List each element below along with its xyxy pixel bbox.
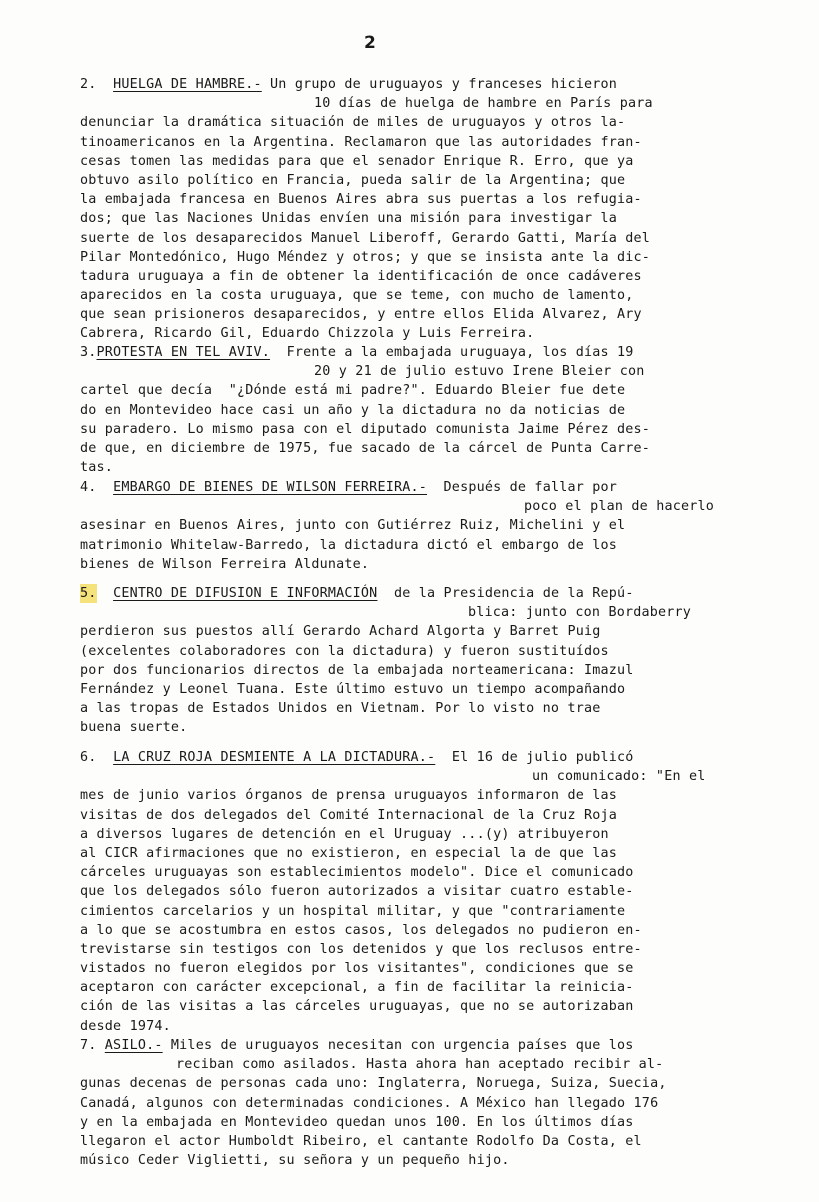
item-information-center bbox=[80, 584, 760, 738]
item-line: al CICR afirmaciones que no existieron, en especial la de que las bbox=[80, 845, 618, 861]
item-line: y en la embajada en Montevideo quedan unos 100. En los últimos días bbox=[80, 1114, 634, 1130]
item-line: Frente a la embajada uruguaya, los días 19 bbox=[286, 345, 634, 360]
item-number: 2. bbox=[80, 77, 97, 92]
item-line: un comunicado: "En el bbox=[532, 769, 706, 785]
item-line: blica: junto con Bordaberry bbox=[468, 605, 692, 621]
item-line: denunciar la dramática situación de miles de uruguayos y otros la- bbox=[80, 115, 626, 131]
item-line: Canadá, algunos con determinadas condiciones. A México han llegado 176 bbox=[80, 1095, 659, 1111]
item-line: tadura uruguaya a fin de obtener la identificación de once cadáveres bbox=[80, 268, 642, 284]
item-line: a diversos lugares de detención en el Uruguay ...(y) atribuyeron bbox=[80, 826, 609, 842]
item-title: LA CRUZ ROJA DESMIENTE A LA DICTADURA.- bbox=[113, 750, 436, 765]
item-line: suerte de los desaparecidos Manuel Liberoff, Gerardo Gatti, María del bbox=[80, 230, 651, 246]
item-line: cesas tomen las medidas para que el senador Enrique R. Erro, que ya bbox=[80, 153, 634, 169]
item-line: de que, en diciembre de 1975, fue sacado de la cárcel de Punta Carre- bbox=[80, 440, 651, 456]
item-line: a las tropas de Estados Unidos en Vietnam. Por lo visto no trae bbox=[80, 701, 601, 717]
item-line: 10 días de huelga de hambre en París para bbox=[314, 96, 653, 112]
item-line: ción de las visitas a las cárceles uruguayas, que no se autorizaban bbox=[80, 999, 634, 1015]
item-line: do en Montevideo hace casi un año y la dictadura no da noticias de bbox=[80, 402, 626, 418]
item-line: 20 y 21 de julio estuvo Irene Bleier con bbox=[314, 364, 645, 380]
item-line: cárceles uruguayas son establecimientos modelo". Dice el comunicado bbox=[80, 865, 634, 881]
item-line: vistados no fueron elegidos por los visitantes", condiciones que se bbox=[80, 961, 634, 977]
item-wilson-ferreira-embargo bbox=[80, 478, 760, 574]
item-line: de la Presidencia de la Repú- bbox=[393, 586, 634, 601]
item-line: cimientos carcelarios y un hospital militar, y que "contrariamente bbox=[80, 903, 626, 919]
page-number: 2 bbox=[364, 33, 377, 53]
item-line: Un grupo de uruguayos y franceses hicieron bbox=[270, 77, 618, 92]
item-line: músico Ceder Viglietti, su señora y un pequeño hijo. bbox=[80, 1153, 510, 1169]
item-line: (excelentes colaboradores con la dictadura) y fueron sustituídos bbox=[80, 643, 609, 659]
item-line: llegaron el actor Humboldt Ribeiro, el cantante Rodolfo Da Costa, el bbox=[80, 1133, 642, 1149]
item-line: visitas de dos delegados del Comité Internacional de la Cruz Roja bbox=[80, 807, 618, 823]
item-title: PROTESTA EN TEL AVIV. bbox=[96, 345, 271, 360]
item-asylum bbox=[80, 1036, 760, 1170]
item-line: Miles de uruguayos necesitan con urgencia países que los bbox=[170, 1038, 634, 1053]
item-line: a lo que se acostumbra en estos casos, los delegados no pudieron en- bbox=[80, 922, 642, 938]
item-line: tinoamericanos en la Argentina. Reclamaron que las autoridades fran- bbox=[80, 134, 642, 150]
item-line: su paradero. Lo mismo pasa con el diputado comunista Jaime Pérez des- bbox=[80, 421, 651, 437]
item-line: la embajada francesa en Buenos Aires abra sus puertas a los refugia- bbox=[80, 192, 642, 208]
item-title: ASILO.- bbox=[104, 1038, 163, 1053]
item-line: asesinar en Buenos Aires, junto con Gutiérrez Ruiz, Michelini y el bbox=[80, 518, 626, 534]
item-line: perdieron sus puestos allí Gerardo Achard Algorta y Barret Puig bbox=[80, 624, 601, 640]
item-line: dos; que las Naciones Unidas envíen una misión para investigar la bbox=[80, 211, 618, 227]
item-line: obtuvo asilo político en Francia, pueda salir de la Argentina; que bbox=[80, 172, 626, 188]
item-line: matrimonio Whitelaw-Barredo, la dictadura dictó el embargo de los bbox=[80, 537, 618, 553]
item-line: poco el plan de hacerlo bbox=[524, 499, 715, 515]
item-number: 7. bbox=[80, 1038, 97, 1053]
item-line: tas. bbox=[80, 460, 114, 476]
item-number: 3. bbox=[80, 345, 97, 360]
item-line: El 16 de julio publicó bbox=[451, 750, 634, 765]
item-red-cross bbox=[80, 748, 760, 1036]
item-line: desde 1974. bbox=[80, 1018, 171, 1034]
item-title: CENTRO DE DIFUSION E INFORMACIÓN bbox=[113, 586, 378, 601]
item-line: Fernández y Leonel Tuana. Este último estuvo un tiempo acompañando bbox=[80, 681, 626, 697]
item-line: que sean prisioneros desaparecidos, y entre ellos Elida Alvarez, Ary bbox=[80, 307, 642, 323]
item-line: Pilar Montedónico, Hugo Méndez y otros; y que se insista ante la dic- bbox=[80, 249, 651, 265]
item-line: trevistarse sin testigos con los detenidos y que los reclusos entre- bbox=[80, 941, 642, 957]
item-number: 4. bbox=[80, 480, 97, 495]
item-line: reciban como asilados. Hasta ahora han aceptado recibir al- bbox=[176, 1057, 664, 1073]
item-title: EMBARGO DE BIENES DE WILSON FERREIRA.- bbox=[113, 480, 428, 495]
item-line: Cabrera, Ricardo Gil, Eduardo Chizzola y Luis Ferreira. bbox=[80, 326, 535, 342]
item-number: 5. bbox=[80, 584, 97, 603]
item-line: Después de fallar por bbox=[443, 480, 618, 495]
item-line: bienes de Wilson Ferreira Aldunate. bbox=[80, 556, 370, 572]
item-line: mes de junio varios órganos de prensa uruguayos informaron de las bbox=[80, 788, 618, 804]
item-hunger-strike bbox=[80, 75, 760, 344]
item-line: gunas decenas de personas cada uno: Inglaterra, Noruega, Suiza, Suecia, bbox=[80, 1076, 667, 1092]
item-number: 6. bbox=[80, 750, 97, 765]
item-line: aparecidos en la costa uruguaya, que se teme, con mucho de lamento, bbox=[80, 288, 634, 304]
item-line: por dos funcionarios directos de la embajada norteamericana: Imazul bbox=[80, 662, 634, 678]
item-line: aceptaron con carácter excepcional, a fin de facilitar la reinicia- bbox=[80, 980, 634, 996]
item-line: que los delegados sólo fueron autorizados a visitar cuatro estable- bbox=[80, 884, 634, 900]
item-line: buena suerte. bbox=[80, 720, 188, 736]
item-title: HUELGA DE HAMBRE.- bbox=[113, 77, 262, 92]
item-line: cartel que decía "¿Dónde está mi padre?". Eduardo Bleier fue dete bbox=[80, 383, 626, 399]
item-tel-aviv-protest bbox=[80, 343, 760, 477]
